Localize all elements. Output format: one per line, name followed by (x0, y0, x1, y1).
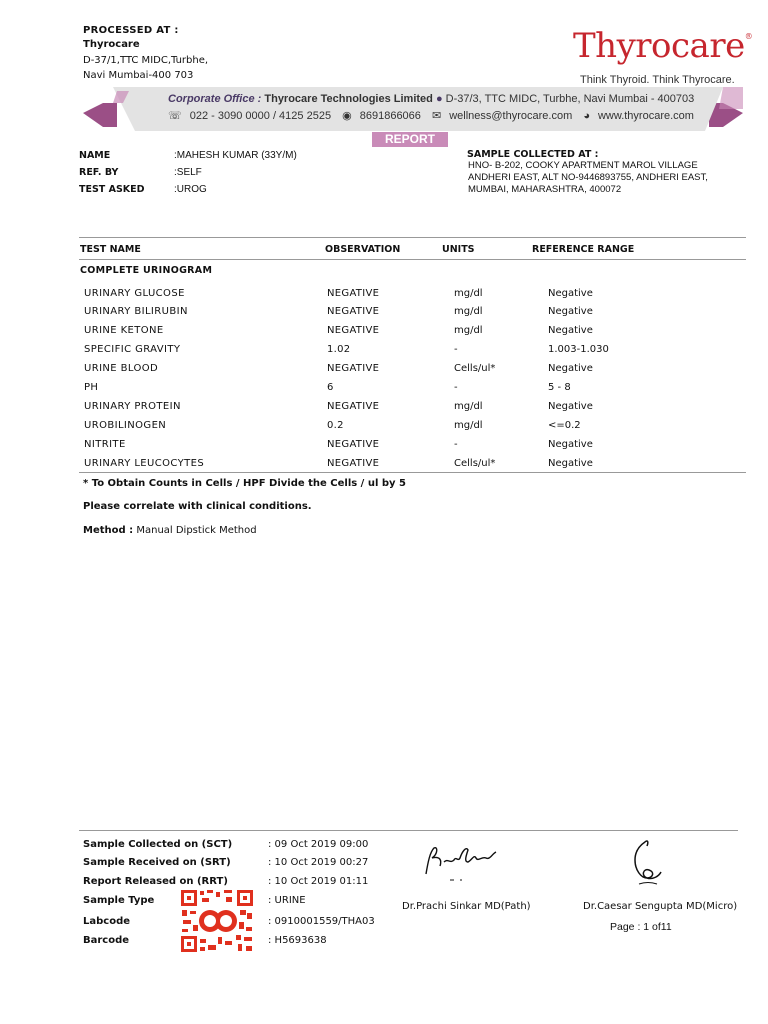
labcode-value: : 0910001559/THA03 (268, 916, 375, 927)
observation: NEGATIVE (327, 458, 380, 469)
signature-doctor2 (625, 838, 665, 892)
qr-code-icon (180, 889, 254, 953)
corporate-office-line (168, 93, 694, 105)
location-pin-icon: ● (435, 93, 443, 105)
header-observation: OBSERVATION (325, 244, 401, 255)
group-title: COMPLETE URINOGRAM (80, 265, 213, 276)
reference-range: 5 - 8 (548, 382, 571, 393)
observation: NEGATIVE (327, 439, 380, 450)
reference-range: Negative (548, 363, 593, 374)
processed-lab-name: Thyrocare (83, 39, 140, 50)
table-header-divider (79, 259, 746, 260)
doctor1-name: Dr.Prachi Sinkar MD(Path) (402, 901, 531, 912)
test-name: SPECIFIC GRAVITY (84, 344, 181, 355)
test-name: URINE KETONE (84, 325, 164, 336)
hpf-note: * To Obtain Counts in Cells / HPF Divide the Cells / ul by 5 (83, 478, 406, 489)
test-name: UROBILINOGEN (84, 420, 167, 431)
corporate-office-label: Corporate Office : (168, 93, 262, 105)
observation: 6 (327, 382, 334, 393)
sct-label: Sample Collected on (SCT) (83, 839, 233, 850)
header-test-name: TEST NAME (80, 244, 141, 255)
processed-address-line1: D-37/1,TTC MIDC,Turbhe, (83, 55, 209, 66)
barcode-label: Barcode (83, 935, 130, 946)
barcode-value: : H5693638 (268, 935, 327, 946)
email-icon: ✉ (431, 110, 442, 122)
table-row (84, 439, 744, 458)
sample-collected-address: HNO- B-202, COOKY APARTMENT MAROL VILLAGE ANDHERI EAST, ALT NO-9446893755, ANDHERI EAST, MUMBAI, MAHARASHTRA, 400072 (468, 160, 708, 195)
reference-range: <=0.2 (548, 420, 581, 431)
table-row (84, 420, 744, 439)
units: - (454, 344, 458, 355)
header-reference-range: REFERENCE RANGE (532, 244, 635, 255)
sample-type-label: Sample Type (83, 895, 155, 906)
corporate-address: D-37/3, TTC MIDC, Turbhe, Navi Mumbai - 400703 (445, 93, 695, 105)
table-row (84, 288, 744, 307)
units: - (454, 382, 458, 393)
header-units: UNITS (442, 244, 475, 255)
table-row (84, 458, 744, 477)
rrt-value: : 10 Oct 2019 01:11 (268, 876, 369, 887)
observation: NEGATIVE (327, 325, 380, 336)
test-name: NITRITE (84, 439, 126, 450)
reference-range: Negative (548, 439, 593, 450)
page-number: Page : 1 of11 (610, 921, 672, 933)
method-label: Method : (83, 525, 134, 536)
processed-at-label: PROCESSED AT : (83, 25, 179, 36)
units: Cells/ul* (454, 458, 496, 469)
method-line (83, 525, 257, 536)
doctor2-name: Dr.Caesar Sengupta MD(Micro) (583, 901, 738, 912)
contact-line (168, 109, 702, 122)
ref-by-label: REF. BY (79, 167, 119, 178)
srt-value: : 10 Oct 2019 00:27 (268, 857, 369, 868)
test-name: URINARY GLUCOSE (84, 288, 185, 299)
units: mg/dl (454, 288, 483, 299)
email-address: wellness@thyrocare.com (449, 110, 573, 122)
thyrocare-logo (573, 26, 752, 66)
company-name: Thyrocare Technologies Limited (264, 93, 433, 105)
logo-text: Thyrocare (573, 26, 745, 66)
reference-range: Negative (548, 325, 593, 336)
test-name: URINE BLOOD (84, 363, 159, 374)
rrt-label: Report Released on (RRT) (83, 876, 228, 887)
phone-numbers: 022 - 3090 0000 / 4125 2525 (189, 110, 332, 122)
table-bottom-divider (79, 472, 746, 473)
signature-doctor1 (420, 840, 500, 884)
units: - (454, 439, 458, 450)
table-row (84, 306, 744, 325)
registered-mark: ® (744, 32, 753, 41)
reference-range: Negative (548, 458, 593, 469)
test-name: URINARY PROTEIN (84, 401, 181, 412)
correlate-note: Please correlate with clinical conditions. (83, 501, 312, 512)
reference-range: Negative (548, 401, 593, 412)
whatsapp-number: 8691866066 (359, 110, 421, 122)
observation: NEGATIVE (327, 363, 380, 374)
reference-range: Negative (548, 288, 593, 299)
observation: NEGATIVE (327, 401, 380, 412)
footer-divider (79, 830, 738, 831)
srt-label: Sample Received on (SRT) (83, 857, 231, 868)
whatsapp-icon: ◉ (342, 110, 352, 122)
observation: 1.02 (327, 344, 351, 355)
report-tab: REPORT (372, 132, 448, 147)
website-address: www.thyrocare.com (597, 110, 694, 122)
test-asked-value: :UROG (174, 184, 207, 195)
globe-icon: ◕ (583, 110, 590, 122)
sct-value: : 09 Oct 2019 09:00 (268, 839, 369, 850)
test-name: URINARY LEUCOCYTES (84, 458, 205, 469)
reference-range: Negative (548, 306, 593, 317)
processed-address-line2: Navi Mumbai-400 703 (83, 70, 194, 81)
method-value: Manual Dipstick Method (136, 525, 257, 536)
table-row (84, 363, 744, 382)
table-row (84, 382, 744, 401)
patient-name-label: NAME (79, 150, 111, 161)
phone-icon: ☏ (168, 110, 182, 122)
sample-collected-label: SAMPLE COLLECTED AT : (467, 149, 599, 160)
units: Cells/ul* (454, 363, 496, 374)
units: mg/dl (454, 325, 483, 336)
ref-by-value: :SELF (174, 167, 202, 178)
units: mg/dl (454, 401, 483, 412)
observation: NEGATIVE (327, 306, 380, 317)
units: mg/dl (454, 306, 483, 317)
test-asked-label: TEST ASKED (79, 184, 145, 195)
observation: NEGATIVE (327, 288, 380, 299)
brand-tagline: Think Thyroid. Think Thyrocare. (580, 74, 735, 86)
reference-range: 1.003-1.030 (548, 344, 609, 355)
table-top-divider (79, 237, 746, 238)
table-row (84, 344, 744, 363)
observation: 0.2 (327, 420, 344, 431)
sample-type-value: : URINE (268, 895, 306, 906)
patient-name-value: :MAHESH KUMAR (33Y/M) (174, 150, 297, 161)
units: mg/dl (454, 420, 483, 431)
labcode-label: Labcode (83, 916, 131, 927)
table-row (84, 325, 744, 344)
test-name: URINARY BILIRUBIN (84, 306, 188, 317)
test-name: PH (84, 382, 99, 393)
table-row (84, 401, 744, 420)
